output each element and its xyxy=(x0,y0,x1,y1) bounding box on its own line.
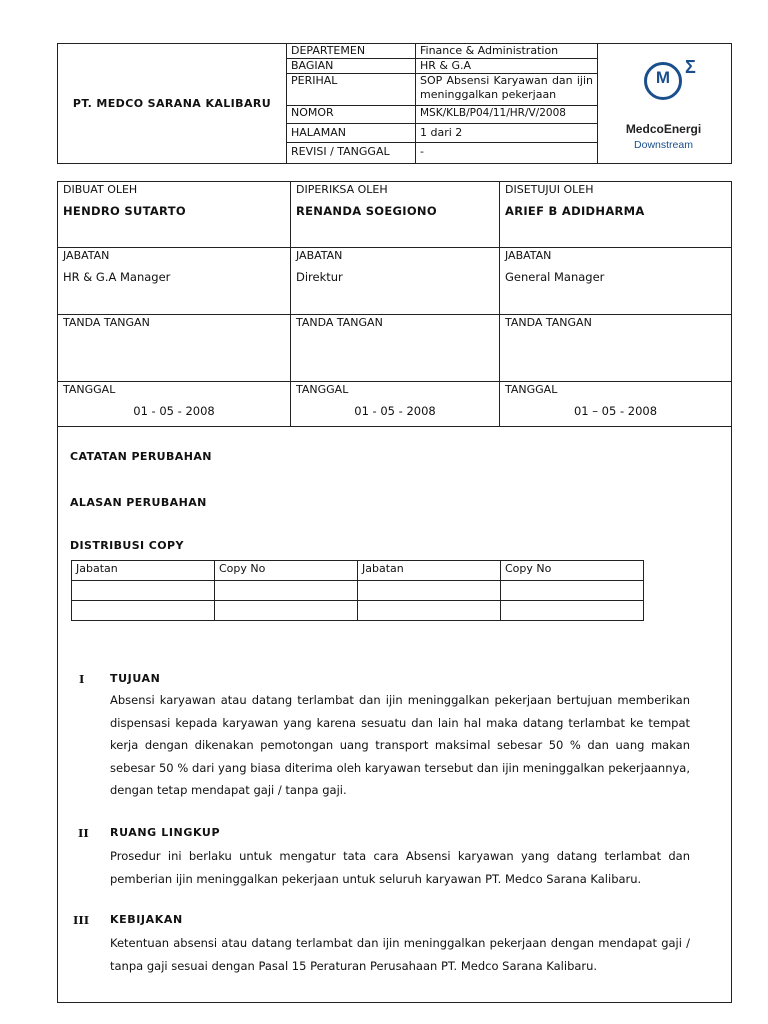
header-row-bagian xyxy=(287,59,597,74)
table-header-cell: Jabatan xyxy=(72,561,215,581)
catatan-perubahan-heading: CATATAN PERUBAHAN xyxy=(70,450,212,463)
table-row xyxy=(72,601,644,621)
approval-date: 01 - 05 - 2008 xyxy=(133,404,215,418)
table-cell xyxy=(501,601,644,621)
approval-row-names xyxy=(58,182,731,248)
approval-label: DISETUJUI OLEH xyxy=(505,183,594,196)
header-row-departemen xyxy=(287,44,597,59)
section-title: KEBIJAKAN xyxy=(110,913,183,926)
approval-cell xyxy=(499,382,731,426)
header-row-perihal xyxy=(287,74,597,106)
approval-cell xyxy=(290,248,499,314)
approval-label: TANDA TANGAN xyxy=(505,316,592,329)
section-number: I xyxy=(79,672,85,686)
approval-position: Direktur xyxy=(296,270,343,284)
approval-label: DIPERIKSA OLEH xyxy=(296,183,388,196)
section-paragraph: Ketentuan absensi atau datang terlambat dan ijin meninggalkan pekerjaan dengan mendapat gaji / tanpa gaji sesuai dengan Pasal 15 Peraturan Perusahaan PT. Medco Sarana Kalibaru. xyxy=(110,936,690,973)
approval-label: DIBUAT OLEH xyxy=(63,183,138,196)
company-name: PT. MEDCO SARANA KALIBARU xyxy=(72,97,272,110)
header-info-grid xyxy=(286,44,598,163)
header-value: SOP Absensi Karyawan dan ijin meninggalkan pekerjaan xyxy=(420,74,593,101)
section-number: II xyxy=(78,826,89,840)
header-value: HR & G.A xyxy=(420,59,472,72)
approval-position: General Manager xyxy=(505,270,605,284)
section-title: RUANG LINGKUP xyxy=(110,826,221,839)
approval-cell xyxy=(290,182,499,247)
section-number: III xyxy=(73,913,90,927)
approval-row-signature xyxy=(58,315,731,382)
table-cell xyxy=(358,581,501,601)
section-title: TUJUAN xyxy=(110,672,161,685)
logo-subtitle: Downstream xyxy=(634,139,693,151)
approval-label: TANGGAL xyxy=(505,383,558,396)
table-row xyxy=(72,581,644,601)
approval-name: RENANDA SOEGIONO xyxy=(296,204,437,218)
approval-label: JABATAN xyxy=(63,249,110,262)
approval-label: JABATAN xyxy=(505,249,552,262)
header-key: DEPARTEMEN xyxy=(287,44,416,58)
approval-name: HENDRO SUTARTO xyxy=(63,204,186,218)
table-cell xyxy=(215,581,358,601)
approval-cell xyxy=(290,315,499,381)
header-row-nomor xyxy=(287,106,597,124)
approval-cell xyxy=(499,182,731,247)
header-value: MSK/KLB/P04/11/HR/V/2008 xyxy=(420,107,566,119)
approval-cell xyxy=(58,248,290,314)
header-row-revisi xyxy=(287,143,597,163)
header-row-halaman xyxy=(287,124,597,143)
document-header xyxy=(57,43,732,164)
section-paragraph: Absensi karyawan atau datang terlambat dan ijin meninggalkan pekerjaan bertujuan memberikan dispensasi kepada karyawan yang karena sesuatu dan lain hal maka datang terlambat ke tempat kerja dengan dikenakan pemotongan uang transport maksimal sebesar 50 % dan uang makan sebesar 50 % dari yang biasa diterima oleh karyawan tersebut dan ijin meninggalkan pekerjaannya, dengan tetap mendapat gaji / tanpa gaji. xyxy=(110,693,690,797)
approval-row-jabatan xyxy=(58,248,731,315)
approval-row-date xyxy=(58,382,731,427)
company-logo xyxy=(596,44,731,163)
approval-table xyxy=(58,182,731,427)
table-header-row xyxy=(72,561,644,581)
logo-mark: M xyxy=(655,68,671,87)
section-paragraph: Prosedur ini berlaku untuk mengatur tata cara Absensi karyawan yang datang terlambat dan pemberian ijin meninggalkan pekerjaan untuk seluruh karyawan PT. Medco Sarana Kalibaru. xyxy=(110,849,690,886)
header-key: HALAMAN xyxy=(287,124,416,142)
approval-label: TANDA TANGAN xyxy=(63,316,150,329)
approval-date: 01 – 05 - 2008 xyxy=(573,404,658,418)
table-header-cell: Jabatan xyxy=(358,561,501,581)
approval-label: TANDA TANGAN xyxy=(296,316,383,329)
approval-date: 01 - 05 - 2008 xyxy=(354,404,436,418)
table-header-cell: Copy No xyxy=(215,561,358,581)
approval-label: TANGGAL xyxy=(63,383,116,396)
logo-sigma-icon: Σ xyxy=(685,57,696,77)
approval-label: TANGGAL xyxy=(296,383,349,396)
table-cell xyxy=(72,581,215,601)
table-header-cell: Copy No xyxy=(501,561,644,581)
distribution-table xyxy=(71,560,644,621)
header-key: REVISI / TANGGAL xyxy=(287,143,416,163)
approval-cell xyxy=(290,382,499,426)
document-body xyxy=(57,181,732,1003)
approval-cell xyxy=(58,182,290,247)
table-cell xyxy=(215,601,358,621)
approval-cell xyxy=(58,315,290,381)
logo-circle-icon xyxy=(644,62,682,100)
approval-cell xyxy=(58,382,290,426)
header-key: PERIHAL xyxy=(287,74,416,105)
approval-cell xyxy=(499,315,731,381)
approval-name: ARIEF B ADIDHARMA xyxy=(505,204,645,218)
header-key: NOMOR xyxy=(287,106,416,123)
table-cell xyxy=(72,601,215,621)
header-key: BAGIAN xyxy=(287,59,416,73)
alasan-perubahan-heading: ALASAN PERUBAHAN xyxy=(70,496,207,509)
table-cell xyxy=(501,581,644,601)
approval-cell xyxy=(499,248,731,314)
distribusi-copy-heading: DISTRIBUSI COPY xyxy=(70,539,184,552)
approval-label: JABATAN xyxy=(296,249,343,262)
header-value: Finance & Administration xyxy=(420,44,559,57)
logo-name: MedcoEnergi xyxy=(625,122,702,136)
table-cell xyxy=(358,601,501,621)
header-value: 1 dari 2 xyxy=(420,126,463,139)
header-value: - xyxy=(420,145,424,158)
approval-position: HR & G.A Manager xyxy=(63,270,171,284)
